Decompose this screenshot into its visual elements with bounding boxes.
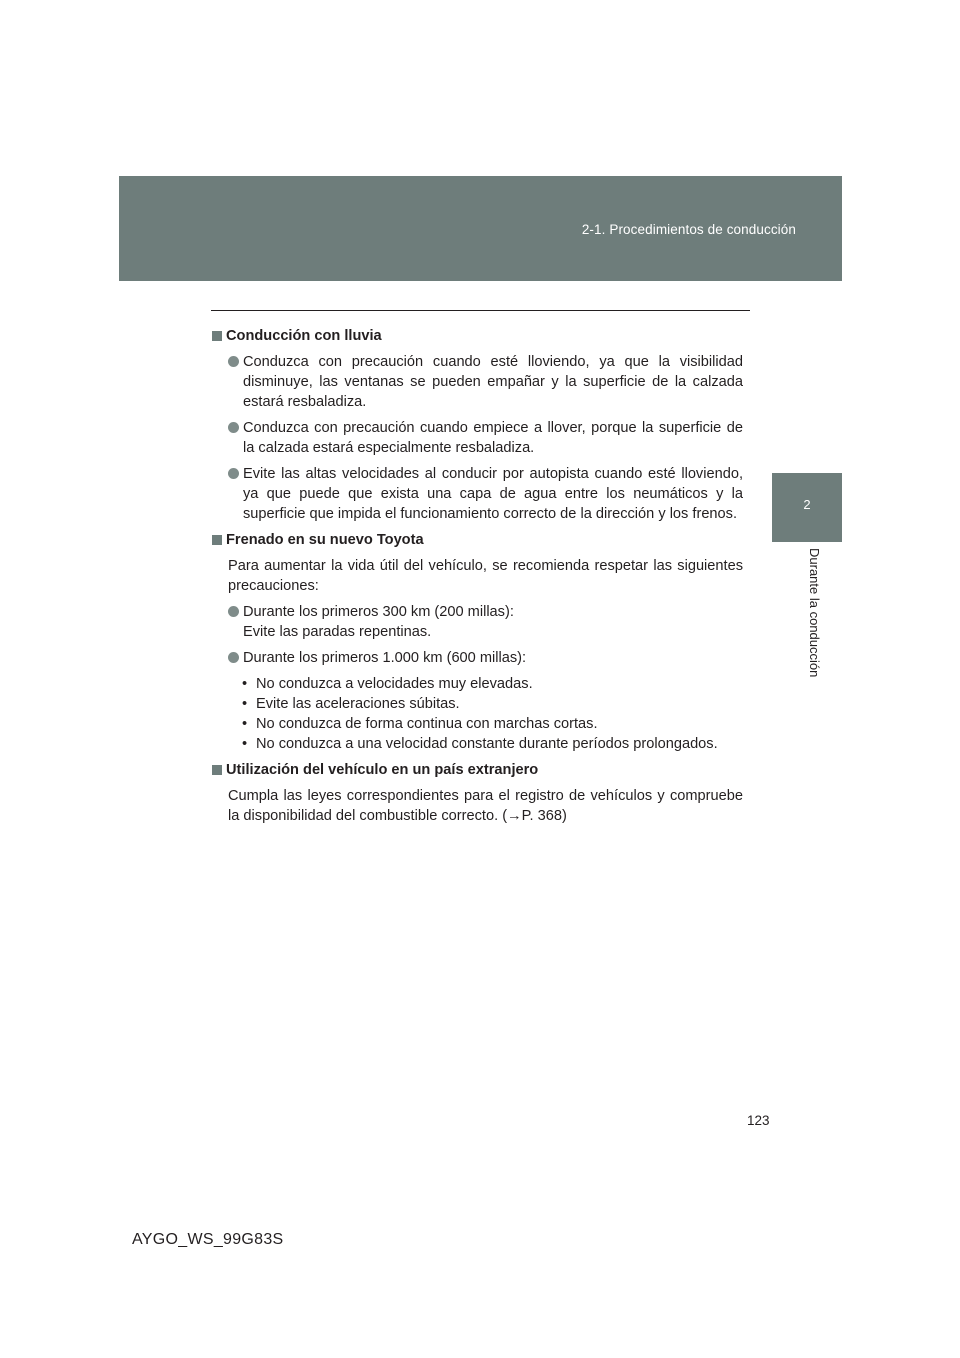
list-item	[212, 648, 743, 668]
page-content	[212, 326, 743, 832]
chapter-number: 2	[803, 497, 811, 512]
sub-list-item: • No conduzca de forma continua con marchas cortas.	[242, 716, 598, 732]
small-dot-icon: •	[242, 716, 248, 732]
small-dot-icon: •	[242, 736, 248, 752]
square-bullet-icon	[212, 765, 222, 775]
section-heading	[212, 760, 743, 780]
heading-text: Utilización del vehículo en un país extranjero	[226, 762, 539, 778]
section-title: 2-1. Procedimientos de conducción	[581, 222, 796, 237]
list-item	[212, 602, 743, 642]
sub-list	[212, 674, 743, 754]
paragraph: Para aumentar la vida útil del vehículo, se recomienda respetar las siguientes precauciones:	[228, 558, 743, 594]
sub-list-item: • No conduzca a velocidades muy elevadas.	[242, 676, 533, 692]
square-bullet-icon	[212, 535, 222, 545]
list-item	[212, 418, 743, 458]
divider	[211, 310, 750, 311]
list-item-text: Conduzca con precaución cuando empiece a llover, porque la superficie de la calzada estará especialmente resbaladiza.	[243, 420, 743, 456]
small-dot-icon: •	[242, 676, 248, 692]
section-heading	[212, 530, 743, 550]
chapter-tab	[772, 473, 842, 542]
small-dot-icon: •	[242, 696, 248, 712]
list-item-text: Durante los primeros 300 km (200 millas):	[243, 604, 514, 620]
circle-bullet-icon	[228, 652, 239, 663]
section-heading	[212, 326, 743, 346]
list-item	[212, 464, 743, 524]
square-bullet-icon	[212, 331, 222, 341]
list-item-text: Evite las paradas repentinas.	[243, 624, 432, 640]
chapter-label: Durante la conducción	[807, 548, 822, 678]
list-item-text: Durante los primeros 1.000 km (600 millas):	[243, 650, 527, 666]
circle-bullet-icon	[228, 422, 239, 433]
sub-list-item: • Evite las aceleraciones súbitas.	[242, 696, 460, 712]
document-code: AYGO_WS_99G83S	[132, 1231, 284, 1248]
list-item-text: Conduzca con precaución cuando esté lloviendo, ya que la visibilidad disminuye, las ventanas se pueden empañar y la superficie de la calzada estará resbaladiza.	[243, 354, 743, 410]
list-item-text: Evite las altas velocidades al conducir por autopista cuando esté lloviendo, ya que puede que exista una capa de agua entre los neumáticos y la superficie que impida el funcionamiento correcto de la dirección y los frenos.	[243, 466, 743, 522]
circle-bullet-icon	[228, 356, 239, 367]
circle-bullet-icon	[228, 468, 239, 479]
heading-text: Frenado en su nuevo Toyota	[226, 532, 424, 548]
heading-text: Conducción con lluvia	[226, 328, 382, 344]
page-number: 123	[747, 1113, 770, 1128]
circle-bullet-icon	[228, 606, 239, 617]
sub-list-item: • No conduzca a una velocidad constante durante períodos prolongados.	[242, 736, 718, 752]
header-band	[119, 176, 842, 281]
list-item	[212, 352, 743, 412]
paragraph: Cumpla las leyes correspondientes para el registro de vehículos y compruebe la disponibilidad del combustible correcto. (→P. 368)	[228, 788, 743, 824]
